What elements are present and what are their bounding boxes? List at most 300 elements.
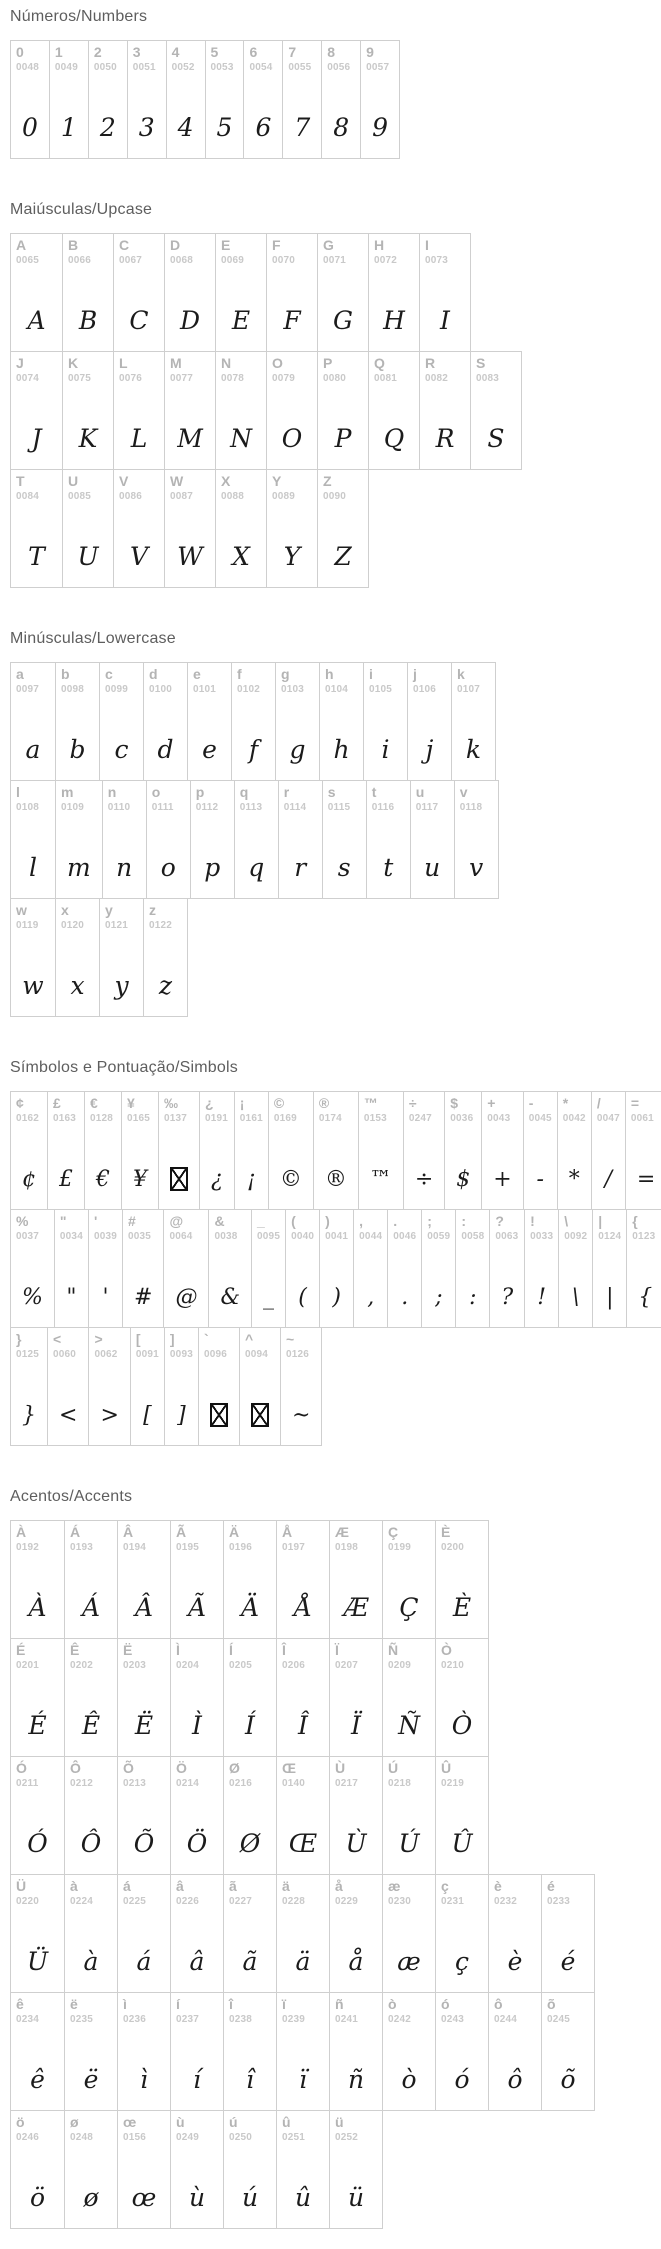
glyph-row xyxy=(10,233,471,352)
glyph-cell xyxy=(11,2111,64,2228)
glyph-cell xyxy=(363,663,407,780)
char-label: Ù xyxy=(335,1760,346,1776)
unicode-code-label: 0058 xyxy=(461,1231,485,1243)
glyph-preview: & xyxy=(220,1285,241,1310)
glyph-cell xyxy=(435,1639,488,1756)
glyph-cell xyxy=(592,1210,626,1327)
glyph-cell xyxy=(275,663,319,780)
glyph-preview: í xyxy=(193,2065,201,2094)
unicode-code-label: 0069 xyxy=(221,255,245,267)
unicode-code-label: 0239 xyxy=(282,2014,306,2026)
glyph-cell xyxy=(276,1993,329,2110)
glyph-map xyxy=(10,8,661,2229)
glyph-cell xyxy=(117,1757,170,1874)
glyph-preview: e xyxy=(202,735,217,764)
glyph-cell xyxy=(164,470,215,587)
char-label: a xyxy=(16,666,24,682)
char-label: / xyxy=(596,1095,601,1111)
char-label: ' xyxy=(93,1213,98,1229)
char-label: C xyxy=(119,237,130,253)
unicode-code-label: 0044 xyxy=(359,1231,383,1243)
char-label: 1 xyxy=(54,44,63,60)
glyph-cell xyxy=(419,234,470,351)
char-label: ø xyxy=(70,2114,79,2130)
glyph-preview: ê xyxy=(30,2065,45,2094)
glyph-preview: E xyxy=(231,306,251,335)
glyph-preview: Ü xyxy=(26,1947,49,1976)
glyph-cell xyxy=(55,899,99,1016)
glyph-preview: _ xyxy=(263,1285,275,1310)
glyph-preview: Y xyxy=(283,542,301,571)
glyph-cell xyxy=(11,663,55,780)
glyph-preview: Ø xyxy=(239,1829,261,1858)
glyph-cell xyxy=(319,1210,353,1327)
glyph-preview: Á xyxy=(81,1593,101,1622)
glyph-preview: 2 xyxy=(99,113,116,142)
char-label: n xyxy=(107,784,117,800)
glyph-row xyxy=(10,1874,595,1993)
glyph-cell xyxy=(435,1993,488,2110)
glyph-cell xyxy=(143,663,187,780)
char-label: " xyxy=(59,1213,67,1229)
unicode-code-label: 0128 xyxy=(90,1113,114,1125)
glyph-preview: 1 xyxy=(60,113,77,142)
glyph-preview: g xyxy=(289,735,306,764)
unicode-code-label: 0199 xyxy=(388,1542,412,1554)
glyph-cell xyxy=(223,1521,276,1638)
glyph-preview: © xyxy=(279,1167,302,1192)
unicode-code-label: 0210 xyxy=(441,1660,465,1672)
glyph-row xyxy=(10,1756,489,1875)
unicode-code-label: 0048 xyxy=(16,62,40,74)
section-numbers xyxy=(10,8,661,159)
unicode-code-label: 0100 xyxy=(149,684,173,696)
unicode-code-label: 0174 xyxy=(318,1113,342,1125)
glyph-cell xyxy=(366,781,410,898)
section-lowercase xyxy=(10,630,661,1017)
unicode-code-label: 0125 xyxy=(16,1349,40,1361)
unicode-code-label: 0236 xyxy=(123,2014,147,2026)
char-label: T xyxy=(16,473,25,489)
glyph-row xyxy=(10,1209,661,1328)
glyph-preview: K xyxy=(78,424,98,453)
char-label: ¥ xyxy=(127,1095,135,1111)
glyph-preview: B xyxy=(78,306,98,335)
char-label: ü xyxy=(335,2114,344,2130)
char-label: Ó xyxy=(16,1760,27,1776)
unicode-code-label: 0238 xyxy=(229,2014,253,2026)
char-label: é xyxy=(547,1878,555,1894)
char-label: X xyxy=(221,473,231,489)
unicode-code-label: 0092 xyxy=(564,1231,588,1243)
glyph-cell xyxy=(205,41,244,158)
glyph-cell xyxy=(488,1993,541,2110)
unicode-code-label: 0243 xyxy=(441,2014,465,2026)
glyph-preview: X xyxy=(232,542,250,571)
char-label: U xyxy=(68,473,79,489)
unicode-code-label: 0249 xyxy=(176,2132,200,2144)
glyph-preview: È xyxy=(452,1593,472,1622)
glyph-row xyxy=(10,1638,489,1757)
glyph-cell xyxy=(170,1993,223,2110)
char-label: Ì xyxy=(176,1642,180,1658)
glyph-preview: á xyxy=(136,1947,152,1976)
unicode-code-label: 0169 xyxy=(273,1113,297,1125)
unicode-code-label: 0081 xyxy=(374,373,398,385)
char-label: ] xyxy=(169,1331,175,1347)
char-label: R xyxy=(425,355,436,371)
glyph-preview: ™ xyxy=(369,1167,392,1192)
glyph-cell xyxy=(164,352,215,469)
glyph-cell xyxy=(523,1092,557,1209)
unicode-code-label: 0051 xyxy=(132,62,156,74)
char-label: ñ xyxy=(335,1996,344,2012)
unicode-code-label: 0109 xyxy=(61,802,85,814)
unicode-code-label: 0192 xyxy=(16,1542,40,1554)
unicode-code-label: 0118 xyxy=(459,802,483,814)
char-label: Ø xyxy=(229,1760,240,1776)
glyph-preview: Ê xyxy=(81,1711,101,1740)
unicode-code-label: 0056 xyxy=(327,62,351,74)
unicode-code-label: 0071 xyxy=(323,255,347,267)
unicode-code-label: 0057 xyxy=(366,62,390,74)
glyph-preview: è xyxy=(507,1947,523,1976)
unicode-code-label: 0063 xyxy=(495,1231,519,1243)
glyph-preview: ( xyxy=(298,1285,307,1310)
char-label: _ xyxy=(257,1213,265,1229)
glyph-cell xyxy=(223,1993,276,2110)
unicode-code-label: 0067 xyxy=(119,255,143,267)
glyph-preview: A xyxy=(27,306,46,335)
glyph-preview: o xyxy=(160,853,176,882)
glyph-row xyxy=(10,898,188,1017)
glyph-cell xyxy=(143,899,187,1016)
unicode-code-label: 0122 xyxy=(149,920,173,932)
unicode-code-label: 0097 xyxy=(16,684,40,696)
char-label: ã xyxy=(229,1878,237,1894)
glyph-preview: i xyxy=(381,735,390,764)
unicode-code-label: 0093 xyxy=(169,1349,193,1361)
glyph-cell xyxy=(319,663,363,780)
unicode-code-label: 0042 xyxy=(562,1113,586,1125)
char-label: ù xyxy=(176,2114,185,2130)
unicode-code-label: 0226 xyxy=(176,1896,200,1908)
glyph-preview: D xyxy=(179,306,201,335)
glyph-preview: æ xyxy=(397,1947,421,1976)
unicode-code-label: 0098 xyxy=(61,684,85,696)
char-label: l xyxy=(16,784,20,800)
glyph-preview: x xyxy=(70,971,85,1000)
glyph-cell xyxy=(146,781,190,898)
unicode-code-label: 0043 xyxy=(487,1113,511,1125)
char-label: Ñ xyxy=(388,1642,399,1658)
glyph-preview: ® xyxy=(324,1167,347,1192)
unicode-code-label: 0116 xyxy=(371,802,395,814)
glyph-cell xyxy=(329,1875,382,1992)
section-title: Maiúsculas/Upcase xyxy=(10,201,153,218)
glyph-preview: ô xyxy=(507,2065,523,2094)
glyph-preview: Ç xyxy=(399,1593,419,1622)
unicode-code-label: 0115 xyxy=(327,802,351,814)
unicode-code-label: 0205 xyxy=(229,1660,253,1672)
glyph-cell xyxy=(88,41,127,158)
char-label: Ò xyxy=(441,1642,452,1658)
unicode-code-label: 0156 xyxy=(123,2132,147,2144)
unicode-code-label: 0220 xyxy=(16,1896,40,1908)
unicode-code-label: 0094 xyxy=(244,1349,269,1361)
char-label: Á xyxy=(70,1524,81,1540)
glyph-cell xyxy=(164,1328,198,1445)
glyph-preview: £ xyxy=(59,1167,73,1192)
char-label: J xyxy=(16,355,24,371)
unicode-code-label: 0229 xyxy=(335,1896,359,1908)
unicode-code-label: 0046 xyxy=(393,1231,417,1243)
glyph-preview: . xyxy=(401,1285,409,1310)
glyph-cell xyxy=(64,1875,117,1992)
unicode-code-label: 0078 xyxy=(221,373,245,385)
unicode-code-label: 0165 xyxy=(127,1113,151,1125)
char-label: 2 xyxy=(93,44,102,60)
glyph-preview: c xyxy=(114,735,129,764)
char-label: È xyxy=(441,1524,451,1540)
glyph-preview: ç xyxy=(454,1947,469,1976)
char-label: ( xyxy=(291,1213,296,1229)
char-label: 3 xyxy=(132,44,141,60)
glyph-preview: Ã xyxy=(187,1593,207,1622)
glyph-cell xyxy=(54,1210,88,1327)
glyph-preview: ã xyxy=(242,1947,258,1976)
section-title: Minúsculas/Lowercase xyxy=(10,630,176,647)
glyph-cell xyxy=(62,470,113,587)
unicode-code-label: 0101 xyxy=(193,684,217,696)
char-label: û xyxy=(282,2114,291,2130)
glyph-cell xyxy=(127,41,166,158)
section-accents xyxy=(10,1488,661,2229)
glyph-cell xyxy=(234,1092,268,1209)
glyph-preview: p xyxy=(204,853,221,882)
glyph-cell xyxy=(329,1993,382,2110)
glyph-preview: \ xyxy=(572,1285,580,1310)
glyph-cell xyxy=(113,470,164,587)
char-label: e xyxy=(193,666,201,682)
glyph-cell xyxy=(407,663,451,780)
unicode-code-label: 0206 xyxy=(282,1660,306,1672)
unicode-code-label: 0111 xyxy=(151,802,174,814)
glyph-cell xyxy=(130,1328,164,1445)
char-label: g xyxy=(281,666,290,682)
char-label: G xyxy=(323,237,334,253)
char-label: ! xyxy=(530,1213,535,1229)
glyph-preview: ù xyxy=(188,2183,206,2212)
char-label: 6 xyxy=(249,44,258,60)
glyph-preview: Ï xyxy=(351,1711,361,1740)
missing-glyph-box-icon xyxy=(210,1403,228,1427)
unicode-code-label: 0218 xyxy=(388,1778,412,1790)
glyph-cell xyxy=(329,1521,382,1638)
unicode-code-label: 0195 xyxy=(176,1542,200,1554)
char-label: Ê xyxy=(70,1642,80,1658)
char-label: 7 xyxy=(288,44,297,60)
unicode-code-label: 0244 xyxy=(494,2014,518,2026)
char-label: I xyxy=(425,237,429,253)
unicode-code-label: 0039 xyxy=(93,1231,117,1243)
unicode-code-label: 0237 xyxy=(176,2014,200,2026)
char-label: o xyxy=(151,784,161,800)
glyph-preview: } xyxy=(22,1403,36,1428)
glyph-row xyxy=(10,40,400,159)
glyph-cell xyxy=(451,663,495,780)
unicode-code-label: 0036 xyxy=(450,1113,474,1125)
glyph-preview: - xyxy=(536,1167,544,1192)
glyph-cell xyxy=(317,352,368,469)
glyph-cell xyxy=(11,1521,64,1638)
glyph-preview: Ö xyxy=(186,1829,208,1858)
glyph-cell xyxy=(280,1328,321,1445)
glyph-preview: Ú xyxy=(398,1829,420,1858)
glyph-preview: % xyxy=(22,1285,43,1310)
unicode-code-label: 0231 xyxy=(441,1896,465,1908)
glyph-cell xyxy=(113,234,164,351)
glyph-preview: Å xyxy=(293,1593,313,1622)
glyph-cell xyxy=(231,663,275,780)
char-label: ö xyxy=(16,2114,25,2130)
glyph-preview: N xyxy=(230,424,252,453)
unicode-code-label: 0120 xyxy=(61,920,85,932)
char-label: O xyxy=(272,355,283,371)
char-label: r xyxy=(283,784,290,800)
unicode-code-label: 0064 xyxy=(169,1231,193,1243)
glyph-row xyxy=(10,1992,595,2111)
unicode-code-label: 0076 xyxy=(119,373,143,385)
glyph-cell xyxy=(419,352,470,469)
glyph-preview: ò xyxy=(401,2065,417,2094)
glyph-preview: I xyxy=(440,306,450,335)
glyph-preview: Ä xyxy=(240,1593,260,1622)
char-label: Ã xyxy=(176,1524,187,1540)
char-label: î xyxy=(229,1996,233,2012)
unicode-code-label: 0162 xyxy=(16,1113,40,1125)
char-label: K xyxy=(68,355,79,371)
glyph-preview: 9 xyxy=(372,113,389,142)
glyph-cell xyxy=(276,1757,329,1874)
glyph-preview: Î xyxy=(298,1711,308,1740)
glyph-cell xyxy=(64,1639,117,1756)
unicode-code-label: 0248 xyxy=(70,2132,94,2144)
glyph-preview: Æ xyxy=(343,1593,369,1622)
unicode-code-label: 0202 xyxy=(70,1660,94,1672)
glyph-cell xyxy=(278,781,322,898)
char-label: Û xyxy=(441,1760,452,1776)
char-label: ó xyxy=(441,1996,450,2012)
glyph-preview: é xyxy=(560,1947,576,1976)
glyph-cell xyxy=(170,2111,223,2228)
char-label: q xyxy=(239,784,249,800)
glyph-preview: r xyxy=(294,853,307,882)
glyph-preview: R xyxy=(435,424,455,453)
glyph-cell xyxy=(11,1328,47,1445)
char-label: í xyxy=(176,1996,180,2012)
glyph-preview: Œ xyxy=(288,1829,318,1858)
char-label: % xyxy=(16,1213,29,1229)
glyph-cell xyxy=(358,1092,403,1209)
char-label: á xyxy=(123,1878,131,1894)
glyph-row xyxy=(10,2110,383,2229)
glyph-preview: O xyxy=(281,424,303,453)
char-label: É xyxy=(16,1642,26,1658)
char-label: ) xyxy=(325,1213,330,1229)
glyph-preview: à xyxy=(83,1947,99,1976)
glyph-cell xyxy=(11,1210,54,1327)
unicode-code-label: 0055 xyxy=(288,62,312,74)
char-label: [ xyxy=(135,1331,141,1347)
char-label: { xyxy=(632,1213,638,1229)
char-label: Œ xyxy=(282,1760,296,1776)
glyph-cell xyxy=(11,1993,64,2110)
char-label: Ë xyxy=(123,1642,133,1658)
unicode-code-label: 0140 xyxy=(282,1778,306,1790)
glyph-cell xyxy=(163,1210,208,1327)
glyph-preview: â xyxy=(189,1947,205,1976)
char-label: è xyxy=(494,1878,502,1894)
glyph-preview: û xyxy=(294,2183,312,2212)
glyph-cell xyxy=(322,781,366,898)
glyph-cell xyxy=(121,1092,158,1209)
glyph-cell xyxy=(170,1757,223,1874)
glyph-cell xyxy=(11,1875,64,1992)
glyph-cell xyxy=(541,1993,594,2110)
unicode-code-label: 0085 xyxy=(68,491,92,503)
glyph-preview: 3 xyxy=(138,113,155,142)
glyph-preview: Ù xyxy=(345,1829,367,1858)
glyph-preview: ü xyxy=(347,2183,365,2212)
unicode-code-label: 0117 xyxy=(415,802,439,814)
glyph-preview: [ xyxy=(143,1403,152,1428)
glyph-cell xyxy=(368,352,419,469)
unicode-code-label: 0209 xyxy=(388,1660,412,1672)
char-label: c xyxy=(105,666,113,682)
glyph-cell xyxy=(321,41,360,158)
glyph-cell xyxy=(558,1210,592,1327)
unicode-code-label: 0086 xyxy=(119,491,143,503)
unicode-code-label: 0075 xyxy=(68,373,92,385)
unicode-code-label: 0103 xyxy=(281,684,305,696)
glyph-preview: j xyxy=(425,735,434,764)
glyph-preview: Ë xyxy=(134,1711,154,1740)
unicode-code-label: 0099 xyxy=(105,684,129,696)
glyph-preview: Z xyxy=(334,542,352,571)
char-label: & xyxy=(214,1213,225,1229)
glyph-preview: z xyxy=(158,971,173,1000)
char-label: P xyxy=(323,355,333,371)
glyph-cell xyxy=(368,234,419,351)
glyph-cell xyxy=(170,1639,223,1756)
char-label: ÷ xyxy=(408,1095,417,1111)
unicode-code-label: 0074 xyxy=(16,373,40,385)
glyph-cell xyxy=(557,1092,591,1209)
glyph-cell xyxy=(117,2111,170,2228)
unicode-code-label: 0204 xyxy=(176,1660,200,1672)
glyph-cell xyxy=(11,41,49,158)
glyph-cell xyxy=(64,1521,117,1638)
glyph-cell xyxy=(435,1757,488,1874)
char-label: h xyxy=(325,666,334,682)
unicode-code-label: 0059 xyxy=(427,1231,451,1243)
glyph-preview: , xyxy=(367,1285,375,1310)
unicode-code-label: 0033 xyxy=(530,1231,554,1243)
glyph-preview: Í xyxy=(245,1711,255,1740)
unicode-code-label: 0077 xyxy=(170,373,194,385)
glyph-cell xyxy=(266,352,317,469)
